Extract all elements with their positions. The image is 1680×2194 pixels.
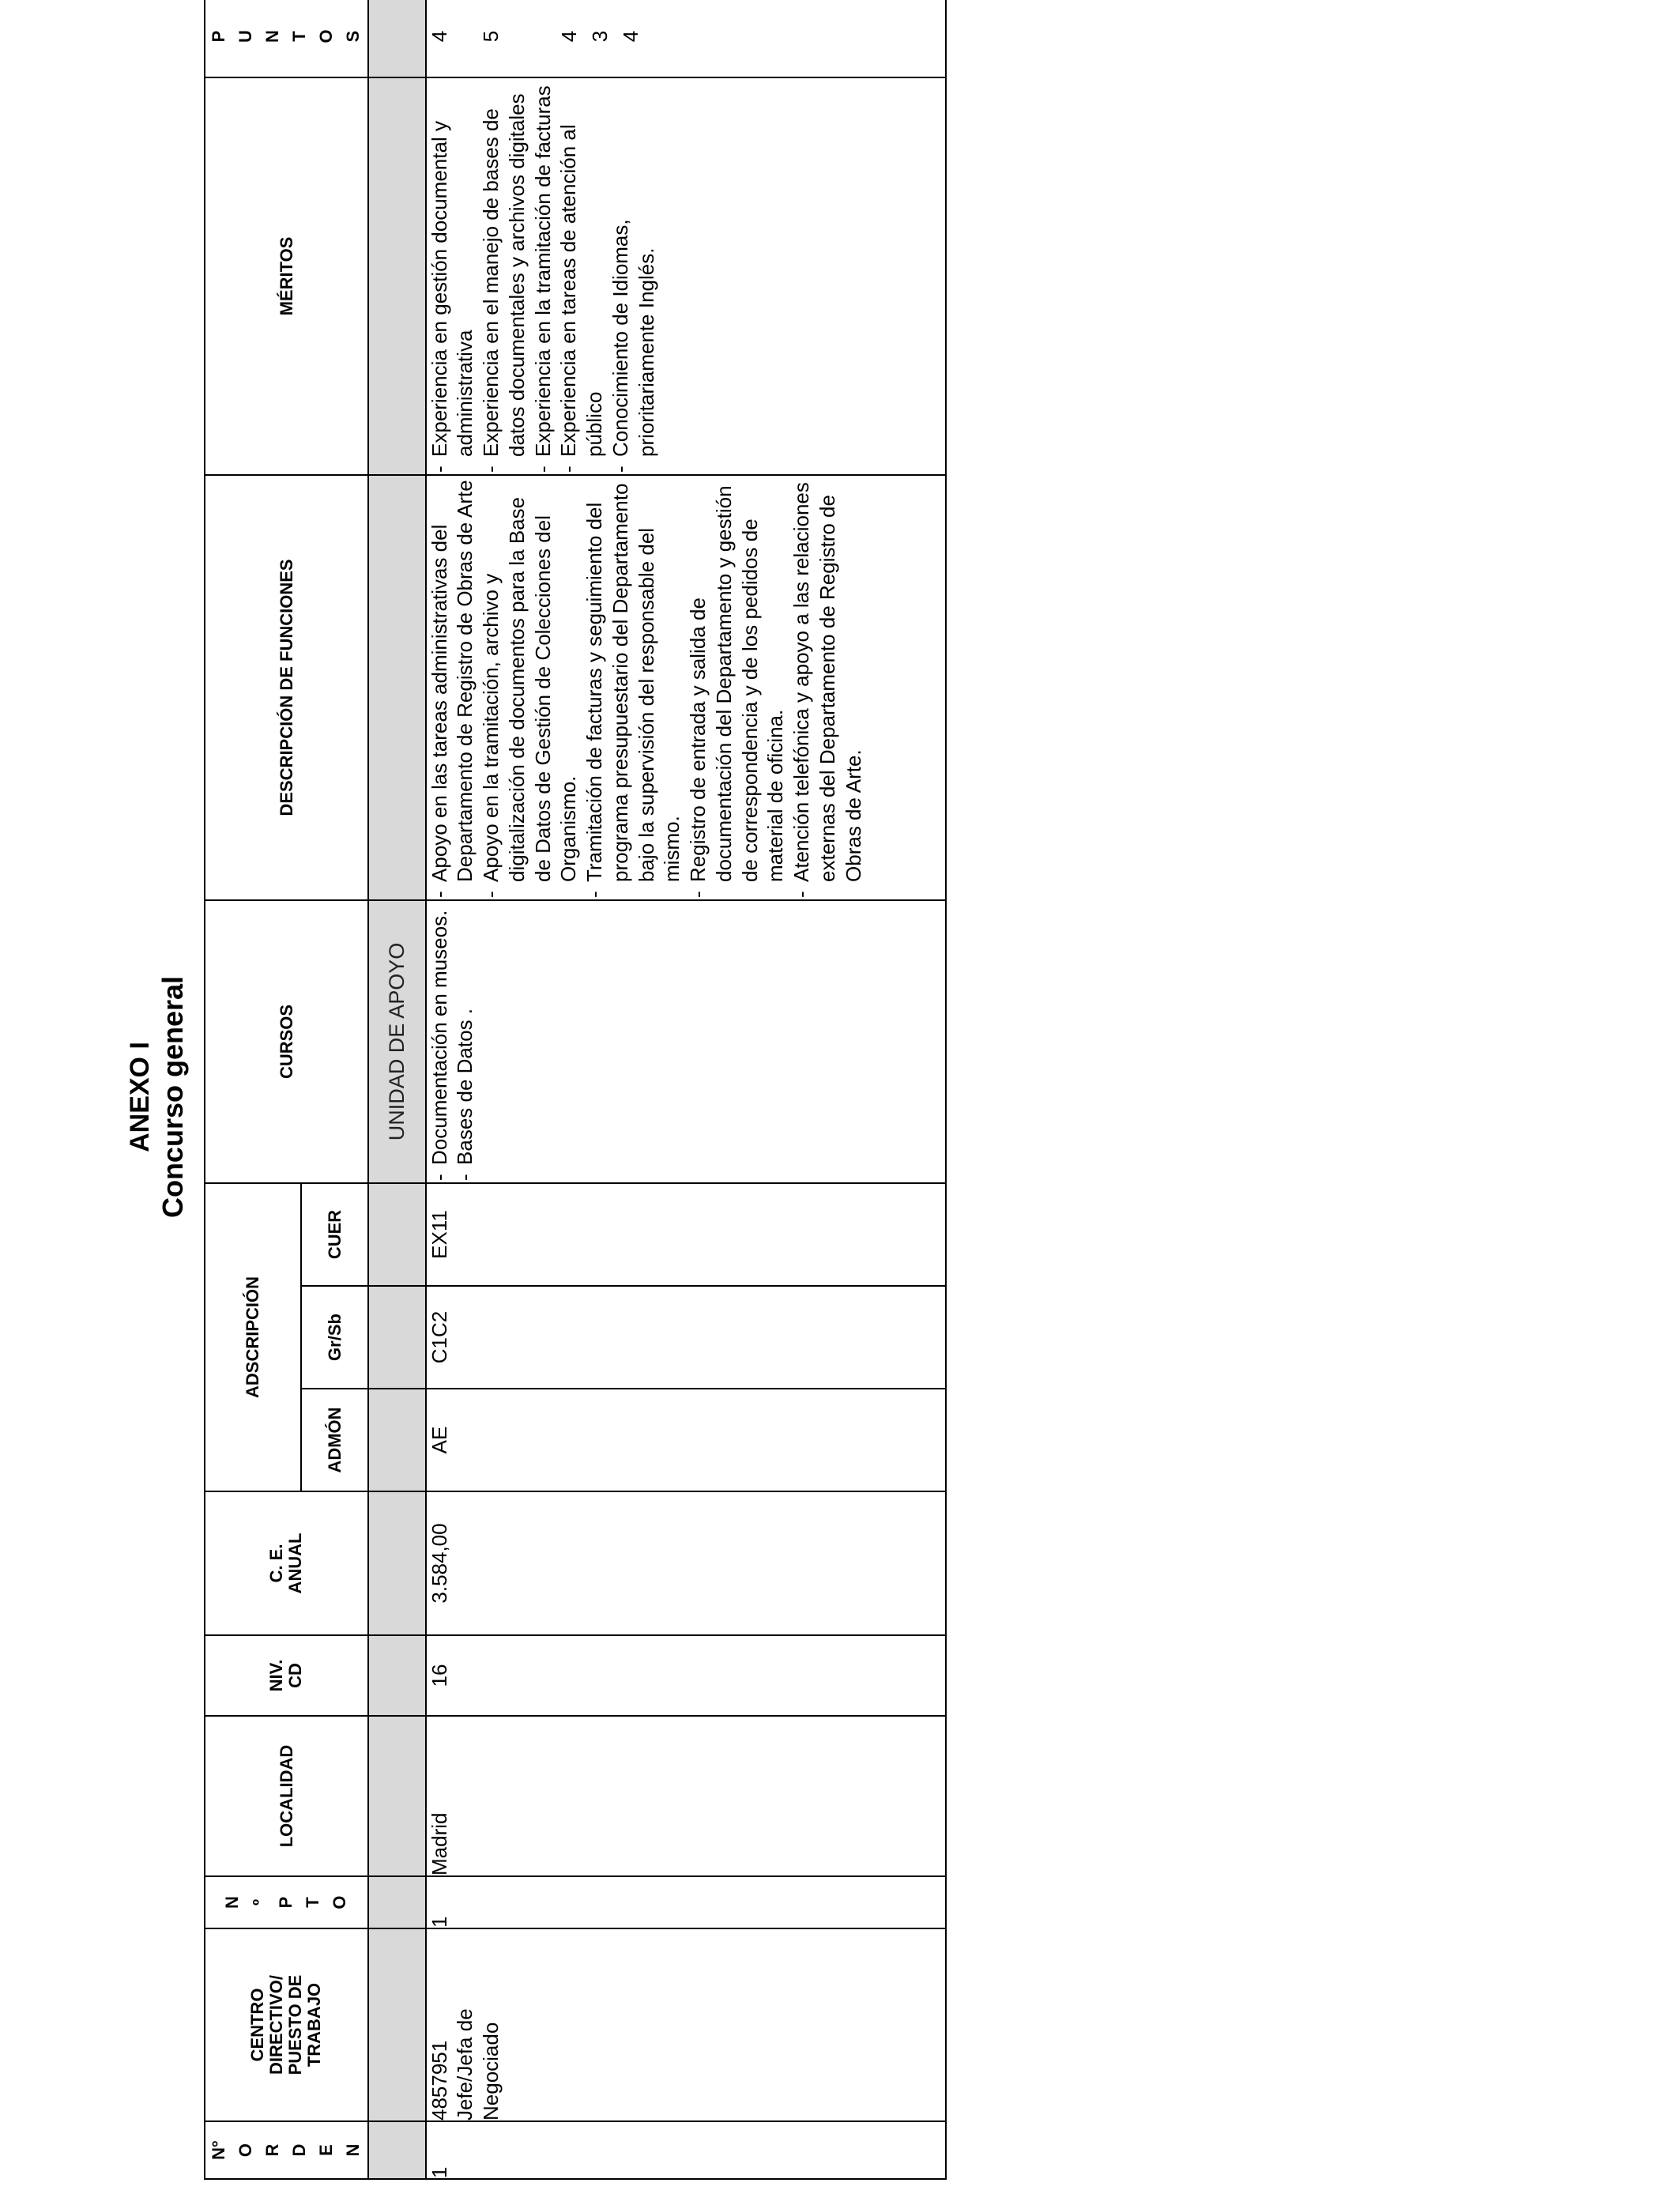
section-cell [368, 1491, 426, 1635]
cell-meritos [426, 77, 946, 475]
list-item: - Registro de entrada y salida de documentación del Departamento y gestión de correspondencia y de los pedidos de material de oficina. [685, 476, 789, 899]
section-cell [368, 475, 426, 900]
cell-localidad: Madrid [426, 1716, 946, 1876]
section-cell [368, 1716, 426, 1876]
list-item: - Atención telefónica y apoyo a las relaciones externas del Departamento de Registro de Obras de Arte. [789, 476, 866, 899]
puntos-value: 5 [479, 30, 503, 43]
list-item: - Documentación en museos. [427, 901, 453, 1182]
cell-nivel: 16 [426, 1635, 946, 1716]
list-item: - Apoyo en las tareas administrativas del Departamento de Registro de Obras de Arte [427, 476, 479, 899]
cell-cuer: EX11 [426, 1183, 946, 1286]
col-header-grsb: Gr/Sb [301, 1286, 368, 1389]
section-cell [368, 1928, 426, 2121]
section-row [368, 0, 426, 2179]
section-cell [368, 1635, 426, 1716]
col-header-npto: N º P T O [205, 1876, 368, 1928]
puesto-name-2: Negociado [479, 2022, 503, 2120]
header-row-1 [205, 0, 301, 2179]
cell-puesto [426, 1928, 946, 2121]
list-item: - Experiencia en la tramitación de facturas [530, 78, 556, 474]
puesto-code: 4857951 [427, 2040, 451, 2120]
col-header-meritos: MÉRITOS [205, 77, 368, 475]
cell-npto: 1 [426, 1876, 946, 1928]
col-header-centro: CENTRO DIRECTIVO/ PUESTO DE TRABAJO [205, 1928, 368, 2121]
puntos-value: 4 [427, 30, 451, 43]
section-cell [368, 77, 426, 475]
section-cell [368, 0, 426, 77]
annex-subtitle: Concurso general [156, 975, 189, 1219]
cell-puntos [426, 0, 946, 77]
list-item: - Experiencia en tareas de atención al público [556, 78, 608, 474]
list-item: - Apoyo en la tramitación, archivo y digitalización de documentos para la Base de Datos de Gestión de Colecciones del Organismo. [478, 476, 582, 899]
annex-title: ANEXO I [125, 1042, 155, 1152]
meritos-list [427, 78, 660, 474]
col-header-localidad: LOCALIDAD [205, 1716, 368, 1876]
cell-ce: 3.584,00 [426, 1491, 946, 1635]
section-cell [368, 2121, 426, 2179]
col-header-cursos: CURSOS [205, 900, 368, 1183]
col-header-adscripcion: ADSCRIPCIÓN [205, 1183, 301, 1491]
cell-admon: AE [426, 1389, 946, 1491]
cell-grsb: C1C2 [426, 1286, 946, 1389]
list-item: - Conocimiento de Idiomas, prioritariamente Inglés. [608, 78, 660, 474]
col-header-ce: C. E. ANUAL [205, 1491, 368, 1635]
positions-table [204, 0, 947, 2180]
col-header-puntos: P U N T O S [205, 0, 368, 77]
list-item: - Tramitación de facturas y seguimiento del programa presupuestario del Departamento bajo la supervisión del responsable del mismo. [582, 476, 685, 899]
cell-funciones [426, 475, 946, 900]
section-cell [368, 1286, 426, 1389]
section-cell [368, 1183, 426, 1286]
list-item: - Experiencia en gestión documental y administrativa [427, 78, 479, 474]
puesto-name-1: Jefe/Jefa de [453, 2008, 477, 2120]
section-label: UNIDAD DE APOYO [368, 900, 426, 1183]
cell-orden: 1 [426, 2121, 946, 2179]
col-header-funciones: DESCRIPCIÓN DE FUNCIONES [205, 475, 368, 900]
puntos-value: 4 [557, 30, 582, 43]
list-item: - Bases de Datos . [452, 901, 478, 1182]
col-header-cuer: CUER [301, 1183, 368, 1286]
section-cell [368, 1389, 426, 1491]
funciones-list [427, 476, 867, 899]
puntos-value: 3 [587, 30, 612, 43]
list-item: - Experiencia en el manejo de bases de datos documentales y archivos digitales [478, 78, 530, 474]
section-cell [368, 1876, 426, 1928]
col-header-norden: N° O R D E N [205, 2121, 368, 2179]
col-header-admon: ADMÓN [301, 1389, 368, 1491]
cell-cursos [426, 900, 946, 1183]
table-row [426, 0, 946, 2179]
puntos-value: 4 [618, 30, 642, 43]
cursos-list [427, 901, 479, 1182]
col-header-nivcd: NIV. CD [205, 1635, 368, 1716]
